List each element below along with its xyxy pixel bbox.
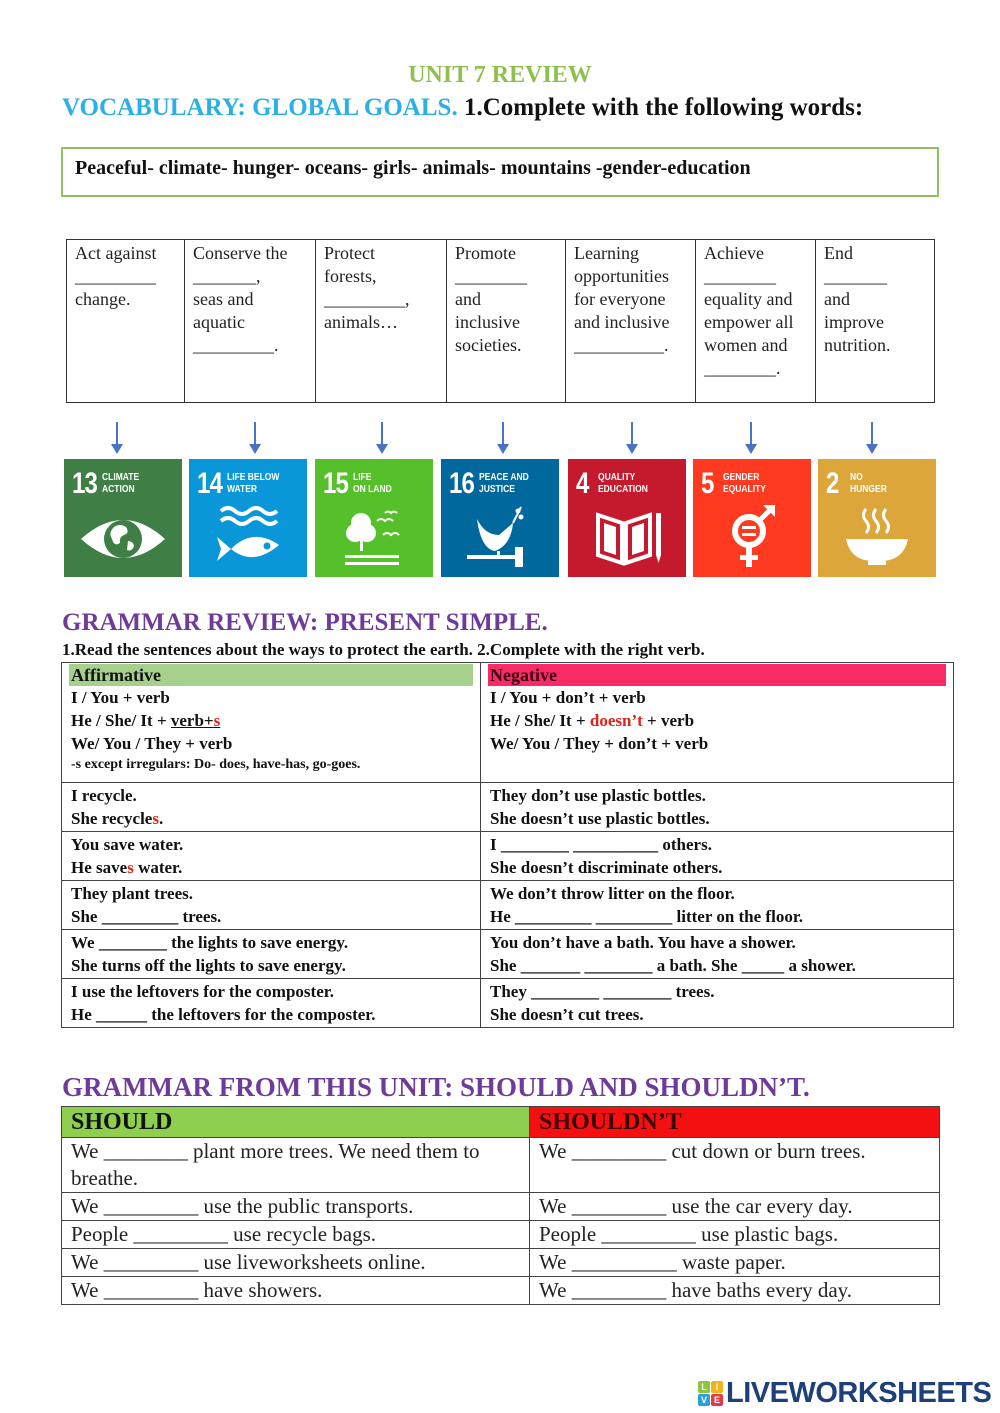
arrow-down-icon (497, 422, 509, 456)
goal-cell-education[interactable] (566, 240, 696, 403)
vocabulary-heading (62, 94, 863, 122)
sdg-label: QUALITY EDUCATION (598, 472, 648, 495)
sentence: She doesn’t use plastic bottles. (490, 809, 710, 828)
fill-in-sentence[interactable]: We ________ the lights to save energy. (71, 933, 349, 952)
logo-text: LIVEWORKSHEETS (726, 1376, 992, 1409)
goal-cell-peace[interactable] (447, 240, 566, 403)
sdg-tile-2 (818, 459, 936, 577)
sdg-number: 16 (449, 467, 475, 500)
goal-line: inclusive (455, 312, 520, 332)
negative-cell[interactable] (481, 881, 954, 930)
sdg-tile-16 (441, 459, 559, 577)
goal-cell-gender[interactable] (696, 240, 816, 403)
table-row (62, 1138, 940, 1193)
sdg-tile-13 (64, 459, 182, 577)
goal-line: societies. (455, 335, 522, 355)
table-row (62, 881, 954, 930)
grammar-review-title: GRAMMAR REVIEW: PRESENT SIMPLE. (62, 609, 548, 636)
goal-line: animals… (324, 312, 398, 332)
should-cell[interactable]: We _________ use liveworksheets online. (62, 1249, 530, 1277)
rule-line: He / She/ It + doesn’t + verb (490, 711, 695, 730)
goal-line: aquatic (193, 312, 245, 332)
rule-line: I / You + don’t + verb (490, 688, 646, 707)
goal-line: and (824, 289, 850, 309)
should-cell[interactable]: We _________ use the public transports. (62, 1193, 530, 1221)
unit-title: UNIT 7 REVIEW (408, 62, 592, 88)
live-blocks-icon: L I V E (698, 1381, 723, 1406)
negative-cell[interactable] (481, 979, 954, 1028)
negative-rules-cell (481, 663, 954, 783)
sdg-tile-14 (189, 459, 307, 577)
table-row (62, 832, 954, 881)
word-bank: Peaceful- climate- hunger- oceans- girls- animals- mountains -gender-education (61, 147, 939, 197)
goal-line: equality and (704, 289, 793, 309)
sentence: You save water. (71, 835, 184, 854)
goal-line: Promote (455, 243, 516, 263)
arrow-down-icon (626, 422, 638, 456)
arrow-down-icon (249, 422, 261, 456)
rule-line: We/ You / They + don’t + verb (490, 734, 709, 753)
arrow-down-icon (111, 422, 123, 456)
goal-line: forests, (324, 266, 377, 286)
goal-cell-oceans[interactable] (185, 240, 316, 403)
fill-in-sentence[interactable]: He _________ _________ litter on the floor. (490, 907, 804, 926)
sdg-label: LIFE ON LAND (353, 472, 392, 495)
fill-in-sentence[interactable]: She _______ ________ a bath. She _____ a shower. (490, 956, 856, 975)
vocabulary-instruction: 1.Complete with the following words: (457, 94, 864, 121)
table-row (62, 930, 954, 979)
sdg-number: 15 (323, 467, 349, 500)
goal-line: Achieve (704, 243, 764, 263)
rule-note: -s except irregulars: Do- does, have-has, go-goes. (71, 757, 361, 772)
goal-blank[interactable]: ________ (455, 266, 527, 286)
goal-line: women and (704, 335, 788, 355)
goal-line: nutrition. (824, 335, 891, 355)
dove-gavel-icon (455, 501, 545, 571)
fill-in-sentence[interactable]: I ________ __________ others. (490, 835, 712, 854)
gender-symbol-icon (707, 501, 797, 571)
sdg-label: PEACE AND JUSTICE (479, 472, 529, 495)
negative-cell[interactable] (481, 930, 954, 979)
goal-cell-climate[interactable] (67, 240, 185, 403)
should-section-title: GRAMMAR FROM THIS UNIT: SHOULD AND SHOULDN’T. (62, 1072, 810, 1102)
fill-in-sentence[interactable]: She _________ trees. (71, 907, 222, 926)
affirmative-cell[interactable] (62, 930, 481, 979)
negative-cell[interactable] (481, 832, 954, 881)
sdg-label: NO HUNGER (850, 472, 887, 495)
affirmative-cell[interactable] (62, 881, 481, 930)
goal-blank[interactable]: _________ (75, 266, 156, 286)
rule-line: We/ You / They + verb (71, 734, 233, 753)
shouldnt-header: SHOULDN’T (530, 1107, 940, 1138)
sdg-tile-15 (315, 459, 433, 577)
goal-line: change. (75, 289, 131, 309)
fill-in-sentence[interactable]: They ________ ________ trees. (490, 982, 715, 1001)
goal-line: Protect (324, 243, 375, 263)
sdg-label: GENDER EQUALITY (723, 472, 766, 495)
table-row (62, 1193, 940, 1221)
sdg-label: LIFE BELOW WATER (227, 472, 280, 495)
affirmative-cell (62, 832, 481, 881)
shouldnt-cell[interactable]: We _________ have baths every day. (530, 1277, 940, 1305)
arrow-down-icon (866, 422, 878, 456)
sentence: I recycle. (71, 786, 137, 805)
goal-line: seas and (193, 289, 254, 309)
sentence: She recycles. (71, 809, 164, 828)
rule-line: He / She/ It + verb+s (71, 711, 221, 730)
shouldnt-cell[interactable]: We __________ waste paper. (530, 1249, 940, 1277)
book-pencil-icon (582, 501, 672, 571)
eye-globe-icon (78, 501, 168, 571)
sentence: We don’t throw litter on the floor. (490, 884, 735, 903)
fish-waves-icon (203, 501, 293, 571)
affirmative-rules-cell (62, 663, 481, 783)
goal-line: End (824, 243, 853, 263)
should-header: SHOULD (62, 1107, 530, 1138)
goal-line: and (455, 289, 481, 309)
arrow-down-icon (745, 422, 757, 456)
affirmative-cell (62, 783, 481, 832)
sdg-number: 14 (197, 467, 223, 500)
should-cell[interactable]: We ________ plant more trees. We need them to breathe. (62, 1138, 530, 1193)
sentence: I use the leftovers for the composter. (71, 982, 334, 1001)
sentence: You don’t have a bath. You have a shower. (490, 933, 796, 952)
goal-cell-land[interactable] (316, 240, 447, 403)
global-goals-table (66, 239, 935, 403)
table-row (62, 783, 954, 832)
sdg-tile-4 (568, 459, 686, 577)
tree-birds-icon (329, 501, 419, 571)
table-row (62, 1277, 940, 1305)
vocabulary-heading-label: VOCABULARY: GLOBAL GOALS. (62, 94, 458, 121)
sentence: She doesn’t discriminate others. (490, 858, 723, 877)
sentence: They plant trees. (71, 884, 193, 903)
shouldnt-cell[interactable]: We _________ use the car every day. (530, 1193, 940, 1221)
sdg-number: 2 (826, 467, 839, 500)
should-table (61, 1106, 940, 1305)
shouldnt-cell[interactable]: People _________ use plastic bags. (530, 1221, 940, 1249)
arrow-row (60, 422, 940, 458)
goal-line: improve (824, 312, 884, 332)
negative-cell (481, 783, 954, 832)
goal-blank[interactable]: __________. (574, 335, 669, 355)
sentence: She doesn’t cut trees. (490, 1005, 644, 1024)
goal-blank[interactable]: _________, (324, 289, 410, 309)
affirmative-header: Affirmative (69, 664, 473, 686)
negative-header: Negative (488, 664, 946, 686)
goal-blank[interactable]: ________ (704, 266, 776, 286)
sdg-number: 13 (72, 467, 98, 500)
shouldnt-cell[interactable]: We _________ cut down or burn trees. (530, 1138, 940, 1193)
sentence: They don’t use plastic bottles. (490, 786, 706, 805)
sdg-tile-5 (693, 459, 811, 577)
affirmative-cell[interactable] (62, 979, 481, 1028)
goal-line: Learning (574, 243, 639, 263)
table-row (62, 1249, 940, 1277)
sdg-number: 4 (576, 467, 589, 500)
should-cell[interactable]: People _________ use recycle bags. (62, 1221, 530, 1249)
goal-line: and inclusive (574, 312, 670, 332)
sdg-number: 5 (701, 467, 714, 500)
grammar-review-instruction: 1.Read the sentences about the ways to protect the earth. 2.Complete with the right verb. (62, 640, 705, 659)
goal-blank[interactable]: ________. (704, 358, 781, 378)
goal-cell-hunger[interactable] (816, 240, 935, 403)
arrow-down-icon (376, 422, 388, 456)
goal-line: for everyone (574, 289, 666, 309)
goal-line: Act against (75, 243, 157, 263)
goal-blank[interactable]: _______ (824, 266, 887, 286)
goal-line: opportunities (574, 266, 669, 286)
sdg-label: CLIMATE ACTION (102, 472, 140, 495)
present-simple-table (61, 662, 954, 1028)
table-row (62, 1221, 940, 1249)
rule-line: I / You + verb (71, 688, 170, 707)
should-cell[interactable]: We _________ have showers. (62, 1277, 530, 1305)
goal-blank[interactable]: _______, (193, 266, 261, 286)
goal-line: Conserve the (193, 243, 288, 263)
liveworksheets-logo[interactable] (698, 1378, 991, 1408)
fill-in-sentence[interactable]: He ______ the leftovers for the composter. (71, 1005, 376, 1024)
sentence: He saves water. (71, 858, 183, 877)
goal-line: empower all (704, 312, 794, 332)
table-row (62, 979, 954, 1028)
sentence: She turns off the lights to save energy. (71, 956, 346, 975)
bowl-steam-icon (832, 501, 922, 571)
goal-blank[interactable]: _________. (193, 335, 279, 355)
